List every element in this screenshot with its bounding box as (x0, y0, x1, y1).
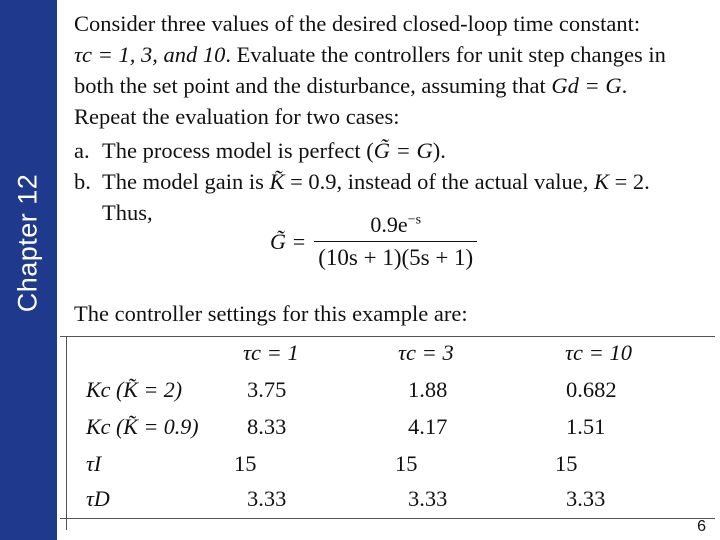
case-b-text: The model gain is (102, 169, 270, 194)
equation-fraction (314, 212, 477, 271)
row-label-tau-d: τD (86, 486, 110, 511)
table-header-tau-3: τc = 3 (398, 340, 454, 365)
statement-line-3-text-a: both the set point and the disturbance, assuming that (74, 73, 552, 98)
case-b-line2: Thus, (102, 200, 153, 225)
chapter-sidebar (0, 0, 57, 540)
case-a-text-end: ). (432, 138, 446, 163)
statement-line-3 (74, 70, 704, 101)
case-b-marker: b. (74, 169, 91, 194)
table-bottom-rule (60, 518, 715, 519)
problem-statement (74, 8, 704, 132)
statement-line-2 (74, 39, 704, 70)
statement-line-2-text: . Evaluate the controllers for unit step changes in (225, 42, 666, 67)
statement-line-4: Repeat the evaluation for two cases: (74, 104, 400, 129)
slide-number: 6 (697, 518, 706, 535)
case-a (74, 135, 714, 166)
table-header-tau-1: τc = 1 (243, 340, 299, 365)
cell-tau-i-tau10: 15 (555, 451, 578, 476)
row-label-tau-i: τI (86, 451, 102, 476)
statement-line-1: Consider three values of the desired closed-loop time constant: (74, 11, 641, 36)
case-b-text-end: = 2. (608, 169, 650, 194)
case-b-math2: K (593, 169, 609, 194)
table-left-rule (66, 336, 67, 530)
case-b-math: K̃ (269, 169, 285, 194)
case-b-text-mid: = 0.9, instead of the actual value, (284, 169, 594, 194)
cell-tau-d-tau10: 3.33 (566, 486, 606, 511)
table-header-tau-10: τc = 10 (565, 340, 632, 365)
equation-denominator: (10s + 1)(5s + 1) (314, 241, 477, 271)
table-top-rule (60, 336, 715, 337)
table-intro: The controller settings for this example are: (74, 301, 468, 326)
numerator-exponent: −s (407, 212, 422, 228)
chapter-label: Chapter 12 (12, 173, 43, 313)
tau-values: τc = 1, 3, and 10 (74, 42, 226, 67)
statement-line-3-text-b: . (621, 73, 628, 98)
cell-tau-i-tau3: 15 (395, 451, 418, 476)
cell-tau-i-tau1: 15 (234, 451, 257, 476)
cell-kc-k09-tau3: 4.17 (408, 414, 448, 439)
equation-lhs: G̃ = (270, 228, 307, 254)
case-a-text: The process model is perfect ( (102, 138, 374, 163)
numerator-base: 0.9e (370, 212, 408, 237)
row-label-kc-k09: Kc (K̃ = 0.9) (86, 414, 199, 439)
transfer-function-equation (270, 212, 477, 271)
cell-tau-d-tau1: 3.33 (247, 486, 287, 511)
cell-kc-k09-tau1: 8.33 (247, 414, 287, 439)
row-label-kc-k2: Kc (K̃ = 2) (86, 377, 183, 402)
case-a-marker: a. (74, 138, 90, 163)
cell-kc-k2-tau10: 0.682 (566, 377, 617, 402)
equation-numerator (362, 212, 429, 241)
cell-kc-k2-tau1: 3.75 (247, 377, 287, 402)
case-a-math: G̃ = G (373, 138, 433, 163)
cell-kc-k2-tau3: 1.88 (408, 377, 448, 402)
cell-tau-d-tau3: 3.33 (408, 486, 448, 511)
gd-equals-g: Gd = G (551, 73, 622, 98)
cell-kc-k09-tau10: 1.51 (566, 414, 606, 439)
